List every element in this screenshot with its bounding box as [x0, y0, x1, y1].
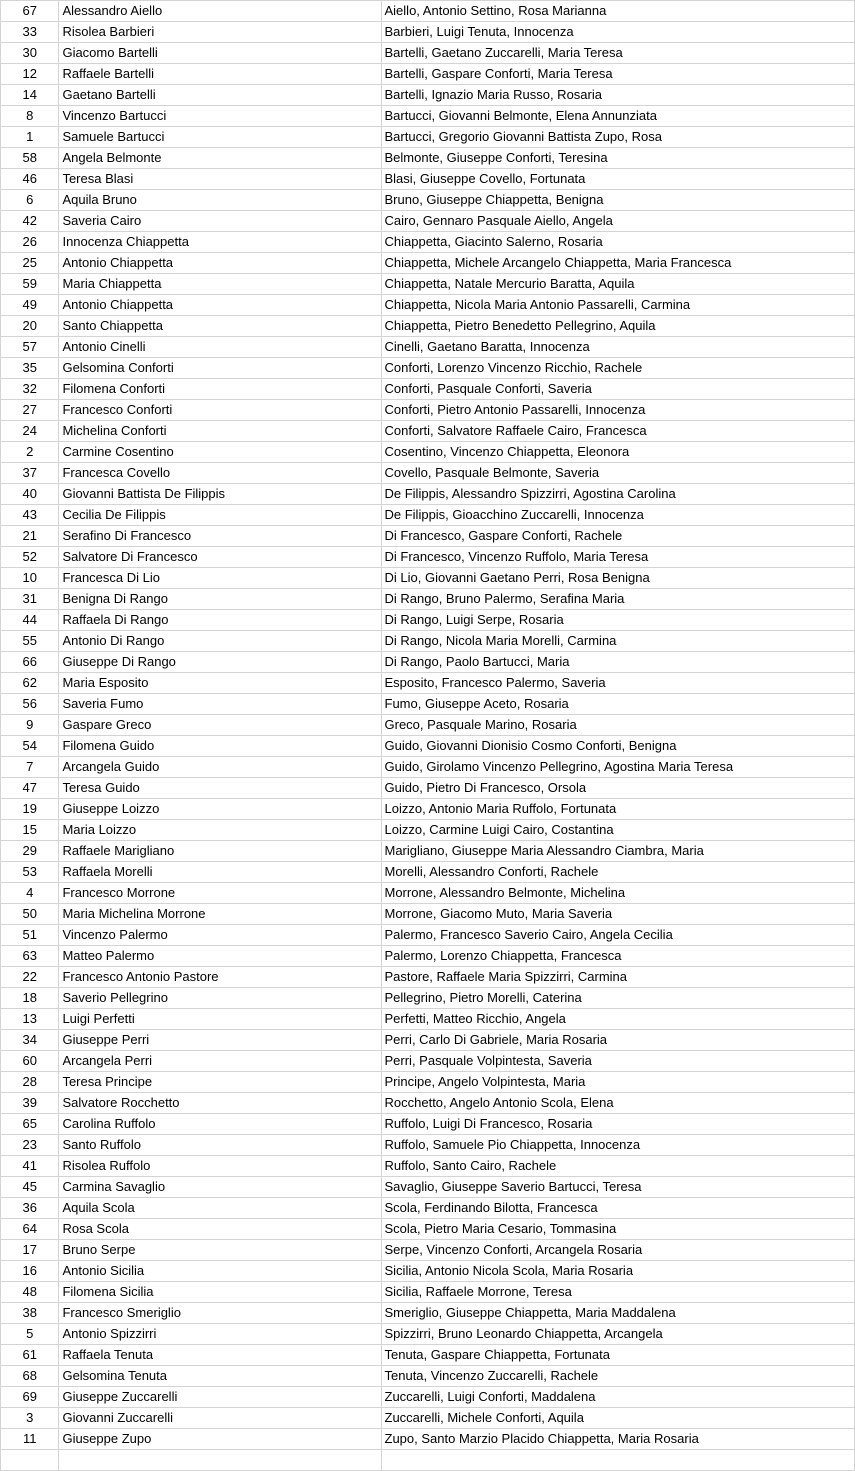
parents-cell[interactable]: Pellegrino, Pietro Morelli, Caterina [381, 988, 855, 1009]
table-row [1, 715, 855, 736]
row-number-cell[interactable]: 55 [1, 631, 59, 652]
table-row [1, 295, 855, 316]
parents-cell[interactable]: Zuccarelli, Luigi Conforti, Maddalena [381, 1387, 855, 1408]
parents-cell[interactable]: Zupo, Santo Marzio Placido Chiappetta, Maria Rosaria [381, 1429, 855, 1450]
parents-cell[interactable]: Di Francesco, Gaspare Conforti, Rachele [381, 526, 855, 547]
parents-cell[interactable]: Tenuta, Vincenzo Zuccarelli, Rachele [381, 1366, 855, 1387]
parents-cell[interactable]: Di Rango, Bruno Palermo, Serafina Maria [381, 589, 855, 610]
child-name-cell[interactable]: Vincenzo Palermo [59, 925, 381, 946]
table-row [1, 1072, 855, 1093]
parents-cell[interactable]: Chiappetta, Pietro Benedetto Pellegrino, Aquila [381, 316, 855, 337]
table-row [1, 1114, 855, 1135]
parents-cell[interactable]: Morelli, Alessandro Conforti, Rachele [381, 862, 855, 883]
parents-cell[interactable]: Conforti, Pietro Antonio Passarelli, Innocenza [381, 400, 855, 421]
row-number-cell[interactable]: 2 [1, 442, 59, 463]
row-number-cell[interactable]: 49 [1, 295, 59, 316]
child-name-cell[interactable]: Alessandro Aiello [59, 1, 381, 22]
parents-cell[interactable]: Perri, Pasquale Volpintesta, Saveria [381, 1051, 855, 1072]
table-row [1, 274, 855, 295]
parents-cell[interactable]: Bartucci, Gregorio Giovanni Battista Zupo, Rosa [381, 127, 855, 148]
parents-cell[interactable]: Esposito, Francesco Palermo, Saveria [381, 673, 855, 694]
row-number-cell[interactable]: 42 [1, 211, 59, 232]
parents-cell[interactable]: Chiappetta, Michele Arcangelo Chiappetta, Maria Francesca [381, 253, 855, 274]
child-name-cell[interactable]: Antonio Chiappetta [59, 295, 381, 316]
row-number-cell[interactable]: 60 [1, 1051, 59, 1072]
parents-cell[interactable]: Savaglio, Giuseppe Saverio Bartucci, Teresa [381, 1177, 855, 1198]
table-row [1, 946, 855, 967]
parents-cell[interactable]: Bruno, Giuseppe Chiappetta, Benigna [381, 190, 855, 211]
table-row [1, 190, 855, 211]
row-number-cell[interactable]: 27 [1, 400, 59, 421]
child-name-cell[interactable]: Giovanni Zuccarelli [59, 1408, 381, 1429]
row-number-cell[interactable]: 62 [1, 673, 59, 694]
parents-cell[interactable]: Perfetti, Matteo Ricchio, Angela [381, 1009, 855, 1030]
child-name-cell[interactable]: Antonio Sicilia [59, 1261, 381, 1282]
child-name-cell[interactable]: Filomena Guido [59, 736, 381, 757]
spreadsheet-body [1, 1, 855, 1471]
table-row [1, 43, 855, 64]
table-row [1, 1135, 855, 1156]
row-number-cell[interactable]: 67 [1, 1, 59, 22]
child-name-cell[interactable]: Filomena Sicilia [59, 1282, 381, 1303]
table-row [1, 799, 855, 820]
table-row [1, 1450, 855, 1471]
row-number-cell[interactable]: 16 [1, 1261, 59, 1282]
table-row [1, 1219, 855, 1240]
parents-cell[interactable]: Di Lio, Giovanni Gaetano Perri, Rosa Benigna [381, 568, 855, 589]
parents-cell[interactable]: Principe, Angelo Volpintesta, Maria [381, 1072, 855, 1093]
parents-cell[interactable]: Serpe, Vincenzo Conforti, Arcangela Rosaria [381, 1240, 855, 1261]
child-name-cell[interactable]: Rosa Scola [59, 1219, 381, 1240]
table-row [1, 253, 855, 274]
table-row [1, 232, 855, 253]
child-name-cell[interactable]: Arcangela Guido [59, 757, 381, 778]
parents-cell[interactable]: Chiappetta, Nicola Maria Antonio Passarelli, Carmina [381, 295, 855, 316]
parents-cell[interactable]: Tenuta, Gaspare Chiappetta, Fortunata [381, 1345, 855, 1366]
table-row [1, 106, 855, 127]
row-number-cell[interactable]: 61 [1, 1345, 59, 1366]
child-name-cell[interactable]: Saveria Fumo [59, 694, 381, 715]
child-name-cell[interactable]: Raffaele Marigliano [59, 841, 381, 862]
parents-cell[interactable]: Rocchetto, Angelo Antonio Scola, Elena [381, 1093, 855, 1114]
table-row [1, 694, 855, 715]
row-number-cell[interactable]: 23 [1, 1135, 59, 1156]
parents-cell[interactable]: Perri, Carlo Di Gabriele, Maria Rosaria [381, 1030, 855, 1051]
table-row [1, 337, 855, 358]
row-number-cell[interactable]: 29 [1, 841, 59, 862]
parents-cell[interactable]: Morrone, Alessandro Belmonte, Michelina [381, 883, 855, 904]
table-row [1, 967, 855, 988]
child-name-cell[interactable]: Saveria Cairo [59, 211, 381, 232]
row-number-cell[interactable]: 53 [1, 862, 59, 883]
child-name-cell[interactable]: Samuele Bartucci [59, 127, 381, 148]
child-name-cell[interactable]: Giuseppe Perri [59, 1030, 381, 1051]
row-number-cell[interactable]: 3 [1, 1408, 59, 1429]
parents-cell[interactable]: Loizzo, Carmine Luigi Cairo, Costantina [381, 820, 855, 841]
table-row [1, 1429, 855, 1450]
table-row [1, 883, 855, 904]
row-number-cell[interactable]: 37 [1, 463, 59, 484]
row-number-cell[interactable]: 18 [1, 988, 59, 1009]
child-name-cell[interactable]: Maria Loizzo [59, 820, 381, 841]
row-number-cell[interactable]: 34 [1, 1030, 59, 1051]
child-name-cell[interactable]: Innocenza Chiappetta [59, 232, 381, 253]
parents-cell[interactable]: Bartucci, Giovanni Belmonte, Elena Annunziata [381, 106, 855, 127]
table-row [1, 1387, 855, 1408]
table-row [1, 85, 855, 106]
table-row [1, 988, 855, 1009]
table-row [1, 1282, 855, 1303]
parents-cell[interactable]: Conforti, Lorenzo Vincenzo Ricchio, Rachele [381, 358, 855, 379]
child-name-cell[interactable]: Teresa Principe [59, 1072, 381, 1093]
parents-cell[interactable]: Guido, Pietro Di Francesco, Orsola [381, 778, 855, 799]
child-name-cell[interactable]: Francesco Antonio Pastore [59, 967, 381, 988]
child-name-cell[interactable]: Serafino Di Francesco [59, 526, 381, 547]
table-row [1, 925, 855, 946]
row-number-cell[interactable]: 25 [1, 253, 59, 274]
table-row [1, 1324, 855, 1345]
parents-cell[interactable]: Cinelli, Gaetano Baratta, Innocenza [381, 337, 855, 358]
parents-cell[interactable]: Cairo, Gennaro Pasquale Aiello, Angela [381, 211, 855, 232]
child-name-cell[interactable]: Teresa Guido [59, 778, 381, 799]
row-number-cell[interactable]: 6 [1, 190, 59, 211]
table-row [1, 400, 855, 421]
child-name-cell[interactable]: Arcangela Perri [59, 1051, 381, 1072]
child-name-cell[interactable]: Antonio Di Rango [59, 631, 381, 652]
row-number-cell[interactable]: 1 [1, 127, 59, 148]
table-row [1, 421, 855, 442]
row-number-cell[interactable]: 17 [1, 1240, 59, 1261]
parents-cell[interactable]: Bartelli, Ignazio Maria Russo, Rosaria [381, 85, 855, 106]
parents-cell[interactable]: Blasi, Giuseppe Covello, Fortunata [381, 169, 855, 190]
row-number-cell[interactable]: 33 [1, 22, 59, 43]
row-number-cell[interactable]: 51 [1, 925, 59, 946]
child-name-cell[interactable]: Teresa Blasi [59, 169, 381, 190]
child-name-cell[interactable]: Francesca Covello [59, 463, 381, 484]
row-number-cell[interactable]: 40 [1, 484, 59, 505]
row-number-cell[interactable]: 58 [1, 148, 59, 169]
parents-cell[interactable]: Di Rango, Paolo Bartucci, Maria [381, 652, 855, 673]
parents-cell[interactable]: Chiappetta, Natale Mercurio Baratta, Aquila [381, 274, 855, 295]
parents-cell[interactable] [381, 1450, 855, 1471]
child-name-cell[interactable]: Maria Michelina Morrone [59, 904, 381, 925]
child-name-cell[interactable]: Risolea Barbieri [59, 22, 381, 43]
row-number-cell[interactable]: 12 [1, 64, 59, 85]
row-number-cell[interactable]: 20 [1, 316, 59, 337]
table-row [1, 316, 855, 337]
child-name-cell[interactable]: Gaspare Greco [59, 715, 381, 736]
table-row [1, 484, 855, 505]
parents-cell[interactable]: Ruffolo, Luigi Di Francesco, Rosaria [381, 1114, 855, 1135]
row-number-cell[interactable]: 32 [1, 379, 59, 400]
child-name-cell[interactable]: Raffaela Tenuta [59, 1345, 381, 1366]
table-row [1, 1, 855, 22]
table-row [1, 736, 855, 757]
table-row [1, 1051, 855, 1072]
parents-cell[interactable]: Bartelli, Gaspare Conforti, Maria Teresa [381, 64, 855, 85]
child-name-cell[interactable]: Risolea Ruffolo [59, 1156, 381, 1177]
parents-cell[interactable]: Barbieri, Luigi Tenuta, Innocenza [381, 22, 855, 43]
parents-cell[interactable]: Conforti, Pasquale Conforti, Saveria [381, 379, 855, 400]
table-row [1, 820, 855, 841]
parents-cell[interactable]: Spizzirri, Bruno Leonardo Chiappetta, Arcangela [381, 1324, 855, 1345]
table-row [1, 547, 855, 568]
row-number-cell[interactable]: 30 [1, 43, 59, 64]
table-row [1, 610, 855, 631]
table-row [1, 379, 855, 400]
row-number-cell[interactable]: 10 [1, 568, 59, 589]
row-number-cell[interactable]: 9 [1, 715, 59, 736]
child-name-cell[interactable]: Filomena Conforti [59, 379, 381, 400]
table-row [1, 526, 855, 547]
parents-cell[interactable]: De Filippis, Gioacchino Zuccarelli, Innocenza [381, 505, 855, 526]
parents-cell[interactable]: Cosentino, Vincenzo Chiappetta, Eleonora [381, 442, 855, 463]
parents-cell[interactable]: Ruffolo, Santo Cairo, Rachele [381, 1156, 855, 1177]
row-number-cell[interactable]: 41 [1, 1156, 59, 1177]
child-name-cell[interactable]: Gaetano Bartelli [59, 85, 381, 106]
row-number-cell[interactable]: 36 [1, 1198, 59, 1219]
row-number-cell[interactable]: 7 [1, 757, 59, 778]
row-number-cell[interactable]: 14 [1, 85, 59, 106]
parents-cell[interactable]: Guido, Giovanni Dionisio Cosmo Conforti, Benigna [381, 736, 855, 757]
row-number-cell[interactable]: 19 [1, 799, 59, 820]
parents-cell[interactable]: Sicilia, Raffaele Morrone, Teresa [381, 1282, 855, 1303]
child-name-cell[interactable]: Santo Chiappetta [59, 316, 381, 337]
table-row [1, 148, 855, 169]
child-name-cell[interactable]: Francesco Conforti [59, 400, 381, 421]
row-number-cell[interactable]: 45 [1, 1177, 59, 1198]
table-row [1, 1177, 855, 1198]
table-row [1, 127, 855, 148]
parents-cell[interactable]: Belmonte, Giuseppe Conforti, Teresina [381, 148, 855, 169]
child-name-cell[interactable]: Cecilia De Filippis [59, 505, 381, 526]
child-name-cell[interactable]: Aquila Scola [59, 1198, 381, 1219]
child-name-cell[interactable]: Raffaele Bartelli [59, 64, 381, 85]
parents-cell[interactable]: Chiappetta, Giacinto Salerno, Rosaria [381, 232, 855, 253]
parents-cell[interactable]: Di Francesco, Vincenzo Ruffolo, Maria Teresa [381, 547, 855, 568]
child-name-cell[interactable]: Raffaela Di Rango [59, 610, 381, 631]
row-number-cell[interactable]: 43 [1, 505, 59, 526]
row-number-cell[interactable]: 66 [1, 652, 59, 673]
table-row [1, 358, 855, 379]
row-number-cell[interactable]: 50 [1, 904, 59, 925]
table-row [1, 1198, 855, 1219]
table-row [1, 211, 855, 232]
parents-cell[interactable]: Palermo, Lorenzo Chiappetta, Francesca [381, 946, 855, 967]
child-name-cell[interactable]: Antonio Spizzirri [59, 1324, 381, 1345]
parents-cell[interactable]: Conforti, Salvatore Raffaele Cairo, Francesca [381, 421, 855, 442]
row-number-cell[interactable]: 8 [1, 106, 59, 127]
row-number-cell[interactable]: 68 [1, 1366, 59, 1387]
child-name-cell[interactable]: Benigna Di Rango [59, 589, 381, 610]
child-name-cell[interactable]: Matteo Palermo [59, 946, 381, 967]
table-row [1, 1240, 855, 1261]
row-number-cell[interactable]: 64 [1, 1219, 59, 1240]
table-row [1, 1261, 855, 1282]
row-number-cell[interactable]: 24 [1, 421, 59, 442]
table-row [1, 1093, 855, 1114]
table-row [1, 904, 855, 925]
row-number-cell[interactable]: 56 [1, 694, 59, 715]
child-name-cell[interactable]: Giuseppe Di Rango [59, 652, 381, 673]
row-number-cell[interactable]: 38 [1, 1303, 59, 1324]
parents-cell[interactable]: Loizzo, Antonio Maria Ruffolo, Fortunata [381, 799, 855, 820]
child-name-cell[interactable]: Carolina Ruffolo [59, 1114, 381, 1135]
table-row [1, 841, 855, 862]
child-name-cell[interactable]: Francesco Morrone [59, 883, 381, 904]
child-name-cell[interactable]: Saverio Pellegrino [59, 988, 381, 1009]
row-number-cell[interactable]: 26 [1, 232, 59, 253]
table-row [1, 505, 855, 526]
parents-cell[interactable]: Greco, Pasquale Marino, Rosaria [381, 715, 855, 736]
row-number-cell[interactable]: 35 [1, 358, 59, 379]
child-name-cell[interactable]: Angela Belmonte [59, 148, 381, 169]
row-number-cell[interactable]: 39 [1, 1093, 59, 1114]
child-name-cell[interactable]: Carmine Cosentino [59, 442, 381, 463]
table-row [1, 568, 855, 589]
table-row [1, 862, 855, 883]
table-row [1, 778, 855, 799]
row-number-cell[interactable]: 13 [1, 1009, 59, 1030]
row-number-cell[interactable]: 44 [1, 610, 59, 631]
row-number-cell[interactable]: 31 [1, 589, 59, 610]
table-row [1, 1156, 855, 1177]
table-row [1, 757, 855, 778]
row-number-cell[interactable]: 57 [1, 337, 59, 358]
parents-cell[interactable]: Palermo, Francesco Saverio Cairo, Angela Cecilia [381, 925, 855, 946]
parents-cell[interactable]: Sicilia, Antonio Nicola Scola, Maria Rosaria [381, 1261, 855, 1282]
child-name-cell[interactable]: Francesca Di Lio [59, 568, 381, 589]
row-number-cell[interactable]: 54 [1, 736, 59, 757]
parents-cell[interactable]: De Filippis, Alessandro Spizzirri, Agostina Carolina [381, 484, 855, 505]
table-row [1, 1030, 855, 1051]
child-name-cell[interactable]: Giuseppe Loizzo [59, 799, 381, 820]
parents-cell[interactable]: Di Rango, Luigi Serpe, Rosaria [381, 610, 855, 631]
child-name-cell[interactable]: Maria Esposito [59, 673, 381, 694]
child-name-cell[interactable]: Michelina Conforti [59, 421, 381, 442]
child-name-cell[interactable]: Raffaela Morelli [59, 862, 381, 883]
parents-cell[interactable]: Fumo, Giuseppe Aceto, Rosaria [381, 694, 855, 715]
row-number-cell[interactable]: 63 [1, 946, 59, 967]
table-row [1, 1345, 855, 1366]
child-name-cell[interactable]: Gelsomina Conforti [59, 358, 381, 379]
child-name-cell[interactable]: Carmina Savaglio [59, 1177, 381, 1198]
table-row [1, 169, 855, 190]
child-name-cell[interactable]: Antonio Cinelli [59, 337, 381, 358]
parents-cell[interactable]: Scola, Ferdinando Bilotta, Francesca [381, 1198, 855, 1219]
parents-cell[interactable]: Guido, Girolamo Vincenzo Pellegrino, Agostina Maria Teresa [381, 757, 855, 778]
parents-cell[interactable]: Di Rango, Nicola Maria Morelli, Carmina [381, 631, 855, 652]
table-row [1, 1366, 855, 1387]
child-name-cell[interactable]: Antonio Chiappetta [59, 253, 381, 274]
parents-cell[interactable]: Pastore, Raffaele Maria Spizzirri, Carmina [381, 967, 855, 988]
child-name-cell[interactable]: Salvatore Di Francesco [59, 547, 381, 568]
child-name-cell[interactable]: Salvatore Rocchetto [59, 1093, 381, 1114]
table-row [1, 589, 855, 610]
child-name-cell[interactable]: Luigi Perfetti [59, 1009, 381, 1030]
child-name-cell[interactable]: Giuseppe Zupo [59, 1429, 381, 1450]
parents-cell[interactable]: Morrone, Giacomo Muto, Maria Saveria [381, 904, 855, 925]
child-name-cell[interactable]: Francesco Smeriglio [59, 1303, 381, 1324]
table-row [1, 64, 855, 85]
row-number-cell[interactable]: 48 [1, 1282, 59, 1303]
row-number-cell[interactable]: 11 [1, 1429, 59, 1450]
child-name-cell[interactable]: Aquila Bruno [59, 190, 381, 211]
child-name-cell[interactable] [59, 1450, 381, 1471]
row-number-cell[interactable]: 5 [1, 1324, 59, 1345]
parents-cell[interactable]: Smeriglio, Giuseppe Chiappetta, Maria Maddalena [381, 1303, 855, 1324]
row-number-cell[interactable]: 47 [1, 778, 59, 799]
parents-cell[interactable]: Zuccarelli, Michele Conforti, Aquila [381, 1408, 855, 1429]
child-name-cell[interactable]: Maria Chiappetta [59, 274, 381, 295]
row-number-cell[interactable]: 4 [1, 883, 59, 904]
row-number-cell[interactable]: 15 [1, 820, 59, 841]
table-row [1, 652, 855, 673]
row-number-cell[interactable]: 46 [1, 169, 59, 190]
parents-cell[interactable]: Aiello, Antonio Settino, Rosa Marianna [381, 1, 855, 22]
table-row [1, 1303, 855, 1324]
row-number-cell[interactable]: 22 [1, 967, 59, 988]
table-row [1, 442, 855, 463]
table-row [1, 22, 855, 43]
child-name-cell[interactable]: Giuseppe Zuccarelli [59, 1387, 381, 1408]
parents-cell[interactable]: Marigliano, Giuseppe Maria Alessandro Ciambra, Maria [381, 841, 855, 862]
child-name-cell[interactable]: Bruno Serpe [59, 1240, 381, 1261]
row-number-cell[interactable]: 52 [1, 547, 59, 568]
row-number-cell[interactable]: 21 [1, 526, 59, 547]
table-row [1, 673, 855, 694]
table-row [1, 1408, 855, 1429]
child-name-cell[interactable]: Giacomo Bartelli [59, 43, 381, 64]
parents-cell[interactable]: Bartelli, Gaetano Zuccarelli, Maria Teresa [381, 43, 855, 64]
table-row [1, 463, 855, 484]
row-number-cell[interactable]: 69 [1, 1387, 59, 1408]
child-name-cell[interactable]: Vincenzo Bartucci [59, 106, 381, 127]
row-number-cell[interactable]: 65 [1, 1114, 59, 1135]
parents-cell[interactable]: Ruffolo, Samuele Pio Chiappetta, Innocenza [381, 1135, 855, 1156]
table-row [1, 631, 855, 652]
child-name-cell[interactable]: Gelsomina Tenuta [59, 1366, 381, 1387]
row-number-cell[interactable] [1, 1450, 59, 1471]
parents-cell[interactable]: Covello, Pasquale Belmonte, Saveria [381, 463, 855, 484]
child-name-cell[interactable]: Giovanni Battista De Filippis [59, 484, 381, 505]
child-name-cell[interactable]: Santo Ruffolo [59, 1135, 381, 1156]
row-number-cell[interactable]: 59 [1, 274, 59, 295]
table-row [1, 1009, 855, 1030]
parents-cell[interactable]: Scola, Pietro Maria Cesario, Tommasina [381, 1219, 855, 1240]
row-number-cell[interactable]: 28 [1, 1072, 59, 1093]
